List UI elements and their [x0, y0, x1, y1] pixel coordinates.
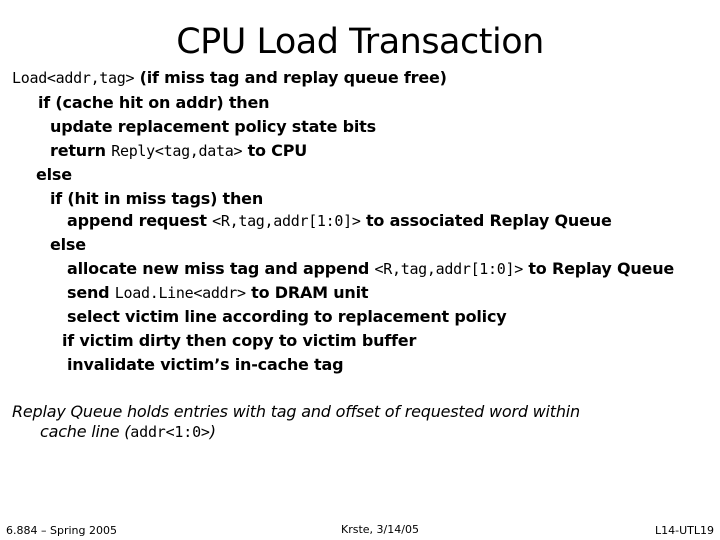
slide-title: CPU Load Transaction: [176, 22, 544, 62]
line-code: <R,tag,addr[1:0]>: [212, 212, 361, 230]
footer-slide-number: L14-UTL19: [655, 524, 714, 537]
line-suffix: to CPU: [242, 141, 308, 160]
line-code: Load<addr,tag>: [12, 69, 135, 87]
line-suffix: to associated Replay Queue: [360, 211, 612, 230]
line-code: <R,tag,addr[1:0]>: [374, 260, 523, 278]
line-prefix: update replacement policy state bits: [50, 117, 376, 136]
line-suffix: to Replay Queue: [522, 259, 675, 278]
line-else-inner: [50, 235, 86, 255]
line-suffix: to DRAM unit: [245, 283, 369, 302]
line-if-cache-hit: [38, 93, 269, 113]
line-prefix: if (cache hit on addr) then: [38, 93, 270, 112]
line-prefix: if (hit in miss tags) then: [50, 189, 264, 208]
line-prefix: allocate new miss tag and append: [67, 259, 375, 278]
note-line-1: Replay Queue holds entries with tag and offset of requested word within: [12, 402, 580, 421]
note-code: addr<1:0>: [130, 423, 210, 441]
line-prefix: return: [50, 141, 112, 160]
note-prefix: cache line (: [40, 422, 131, 441]
line-code: Reply<tag,data>: [111, 142, 243, 160]
line-allocate-miss-tag: [67, 259, 674, 279]
line-victim-dirty: [62, 331, 416, 351]
line-send-load-line: [67, 283, 368, 303]
line-prefix: select victim line according to replacement policy: [67, 307, 507, 326]
line-prefix: else: [36, 165, 72, 184]
line-update-replacement: [50, 117, 376, 137]
line-if-hit-miss-tags: [50, 189, 263, 209]
line-append-request: [67, 211, 612, 231]
line-invalidate-victim: [67, 355, 343, 375]
footer-author-date: Krste, 3/14/05: [341, 523, 419, 536]
line-prefix: send: [67, 283, 115, 302]
line-prefix: if victim dirty then copy to victim buffer: [62, 331, 417, 350]
line-else-outer: [36, 165, 72, 185]
note-line-2: [40, 422, 216, 442]
line-select-victim: [67, 307, 506, 327]
line-prefix: else: [50, 235, 86, 254]
line-suffix: (if miss tag and replay queue free): [134, 68, 447, 87]
line-code: Load.Line<addr>: [114, 284, 246, 302]
note-suffix: ): [209, 422, 216, 441]
line-prefix: invalidate victim’s in-cache tag: [67, 355, 344, 374]
line-load-request: [12, 68, 447, 88]
line-return-reply: [50, 141, 307, 161]
footer-course: 6.884 – Spring 2005: [6, 524, 117, 537]
line-prefix: append request: [67, 211, 213, 230]
